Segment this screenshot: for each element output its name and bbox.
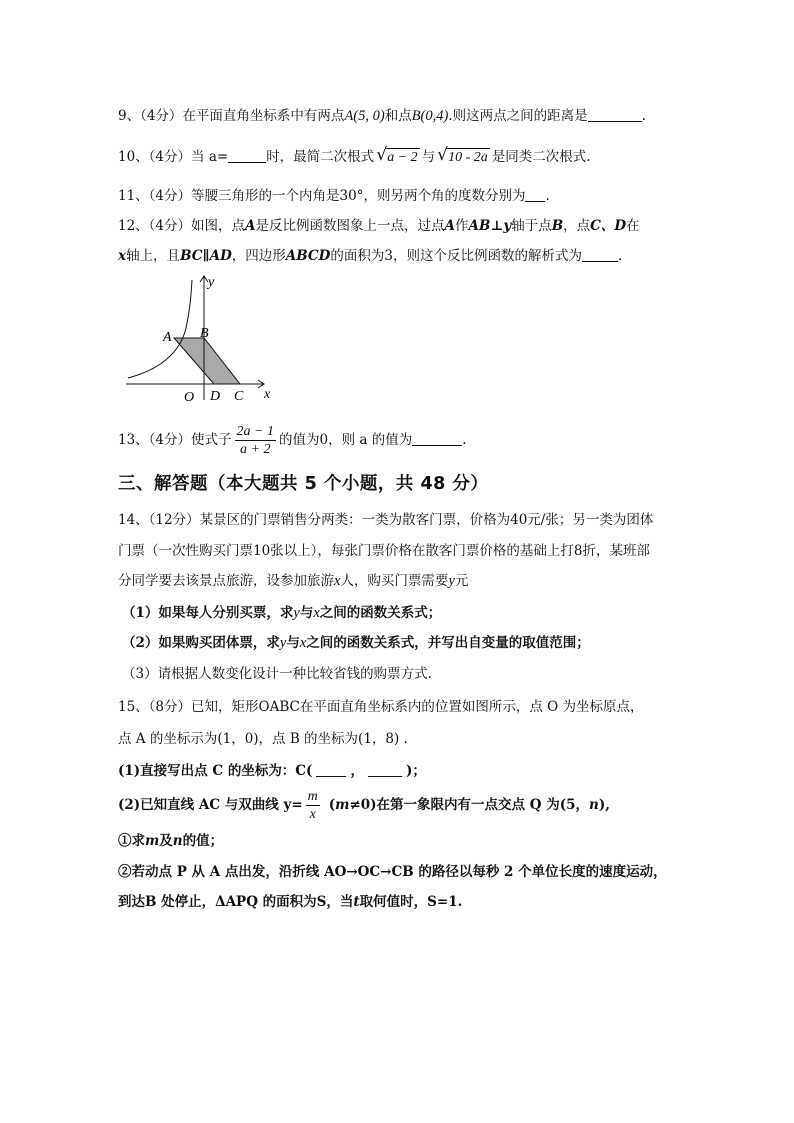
q14-subquestion-1 xyxy=(122,603,441,623)
q9-text: 在平面直角坐标系中有两点 xyxy=(182,108,345,124)
q12-var-a-2: A xyxy=(444,218,455,234)
q14-number: 14、（12分） xyxy=(118,512,200,528)
question-13 xyxy=(118,421,467,459)
q9-period: . xyxy=(641,108,646,124)
q15-c1-text-3: 的值； xyxy=(182,833,224,849)
q14-var-y: y xyxy=(448,573,455,589)
q14-s2-text: （2）如果购买团体票，求 xyxy=(122,635,280,651)
question-14-line-1 xyxy=(118,510,653,530)
q15-var-n: n xyxy=(589,797,599,813)
q15-frac-num: m xyxy=(307,789,318,804)
q12-var-b: B xyxy=(551,218,564,234)
q12-var-x: x xyxy=(118,248,127,264)
q15-var-t: t xyxy=(353,894,360,910)
q15-p2-text-2: ≠0)在第一象限内有一点交点 Q 为(5， xyxy=(349,797,590,813)
label-x: x xyxy=(264,387,271,402)
section-3-heading: 三、解答题（本大题共 5 个小题，共 48 分） xyxy=(118,474,489,494)
q11-answer-blank[interactable] xyxy=(525,187,545,202)
q15-sub-1 xyxy=(118,831,223,851)
question-14-line-3 xyxy=(118,571,468,591)
q12-text-3: 作 xyxy=(455,218,469,234)
q14-s1-var-x: x xyxy=(313,605,320,621)
q12-quad: ABCD xyxy=(285,248,331,264)
q15-var-m: m xyxy=(335,797,350,813)
q13-answer-blank[interactable] xyxy=(412,431,462,446)
q12-text-9: 的面积为3，则这个反比例函数的解析式为 xyxy=(330,248,582,264)
q12-text-4: 轴于点 xyxy=(511,218,552,234)
q14-s1-var-y: y xyxy=(293,605,300,621)
q15-c3-text-2: 取何值时，S=1. xyxy=(359,894,463,910)
q14-s1-text-2: 与 xyxy=(299,605,314,621)
q10-radicand-1: a − 2 xyxy=(387,150,418,165)
q15-c3-text: 到达B 处停止，ΔAPQ 的面积为S，当 xyxy=(118,894,354,910)
q13-numerator: 2a − 1 xyxy=(236,424,274,439)
q15-fraction xyxy=(306,788,320,823)
q14-text-1: 某景区的门票销售分两类：一类为散客门票，价格为40元/张；另一类为团体 xyxy=(199,512,654,528)
question-14-line-2: 门票（一次性购买门票10张以上），每张门票价格在散客门票价格的基础上打8折，某班部 xyxy=(118,543,651,559)
q9-answer-blank[interactable] xyxy=(588,107,642,122)
q12-var-cd: C、D xyxy=(590,218,627,234)
q14-text-3a: 分同学要去该景点旅游，设参加旅游 xyxy=(118,573,334,589)
q9-number: 9、（4分） xyxy=(118,108,183,124)
label-y: y xyxy=(208,275,215,290)
label-b: B xyxy=(200,326,209,341)
q14-text-3b: 人，购买门票需要 xyxy=(340,573,449,589)
q14-subquestion-3: （3）请根据人数变化设计一种比较省钱的购票方式. xyxy=(122,666,432,682)
q13-denominator: a + 2 xyxy=(240,442,271,457)
question-10 xyxy=(118,147,591,167)
label-a: A xyxy=(163,330,172,345)
label-c: C xyxy=(234,389,244,404)
q15-c1-var-m: m xyxy=(145,833,160,849)
q15-c-y-blank[interactable] xyxy=(368,762,402,777)
q12-text-5: ，点 xyxy=(563,218,591,234)
q10-text-2: 时，最简二次根式 xyxy=(266,149,375,165)
q10-radical-1: √ a − 2 xyxy=(376,145,418,165)
q12-answer-blank[interactable] xyxy=(582,247,618,262)
q14-text-3c: 元 xyxy=(454,573,469,589)
q15-c-x-blank[interactable] xyxy=(316,762,346,777)
question-12-line-2 xyxy=(118,246,622,266)
q12-text-2: 是反比例函数图象上一点，过点 xyxy=(255,218,445,234)
q10-answer-blank[interactable] xyxy=(228,148,266,163)
q13-fraction xyxy=(235,423,276,458)
q9-text-3: .则这两点之间的距离是 xyxy=(448,108,588,124)
q9-point-b: B(0,4) xyxy=(411,108,449,124)
q15-part-2 xyxy=(118,786,610,824)
q12-period: . xyxy=(617,248,623,264)
q15-p1-text: (1)直接写出点 C 的坐标为：C( xyxy=(118,763,313,779)
q12-text: 如图，点 xyxy=(191,218,246,234)
q15-sub-2: ②若动点 P 从 A 点出发，沿折线 AO→OC→CB 的路径以每秒 2 个单位长度的速度运动， xyxy=(118,864,667,880)
q10-radicand-2: 10 - 2a xyxy=(448,150,488,165)
q15-c1-text-2: 及 xyxy=(159,833,173,849)
q15-c1-var-n: n xyxy=(172,833,183,849)
q14-s2-text-3: 之间的函数关系式，并写出自变量的取值范围； xyxy=(306,635,590,651)
q9-point-a: A(5, 0) xyxy=(344,108,385,124)
q11-period: . xyxy=(545,188,550,204)
q15-p2-text: (2)已知直线 AC 与双曲线 y= xyxy=(118,797,303,813)
q12-figure xyxy=(118,270,278,405)
q12-parallel: BC∥AD xyxy=(180,248,232,264)
q10-text-4: 是同类二次根式. xyxy=(491,149,591,165)
quadrilateral-abcd xyxy=(174,338,240,384)
q13-text: 使式子 xyxy=(191,432,232,448)
q15-p2-paren: ( xyxy=(328,797,336,813)
q10-radical-2: √ 10 - 2a xyxy=(437,145,488,165)
q13-number: 13、（4分） xyxy=(118,432,192,448)
q15-c1-text: ①求 xyxy=(118,833,145,849)
question-12-line-1 xyxy=(118,216,640,236)
q12-var-a: A xyxy=(245,218,256,234)
q14-s1-text: （1）如果每人分别买票，求 xyxy=(122,605,294,621)
q13-text-2: 的值为0，则 a 的值为 xyxy=(278,432,413,448)
q15-p1-close: )； xyxy=(405,763,426,779)
label-o: O xyxy=(184,390,195,405)
q14-s2-text-2: 与 xyxy=(286,635,300,651)
label-d: D xyxy=(210,389,221,404)
q12-text-8: ，四边形 xyxy=(231,248,286,264)
q12-number: 12、（4分） xyxy=(118,218,192,234)
q13-period: . xyxy=(462,432,467,448)
q9-text-2: 和点 xyxy=(384,108,412,124)
q12-text-7: 轴上，且 xyxy=(126,248,181,264)
q15-text-1: 已知，矩形OABC在平面直角坐标系内的位置如图所示，点 O 为坐标原点， xyxy=(191,699,644,715)
q12-text-6: 在 xyxy=(626,218,640,234)
question-15-line-1 xyxy=(118,697,644,717)
q14-s1-text-3: 之间的函数关系式； xyxy=(319,605,442,621)
q15-sub-2-cont xyxy=(118,892,462,912)
q15-p1-comma: ， xyxy=(350,763,364,779)
q12-ab-perp: AB⊥y xyxy=(468,218,512,234)
q10-text-3: 与 xyxy=(421,149,436,165)
q14-var-x: x xyxy=(334,573,341,589)
q11-text: 等腰三角形的一个内角是30°，则另两个角的度数分别为 xyxy=(191,188,526,204)
question-9 xyxy=(118,106,646,126)
q14-subquestion-2 xyxy=(122,633,590,653)
q10-text: 当 a= xyxy=(191,149,229,165)
q15-number: 15、（8分） xyxy=(118,699,192,715)
q14-s2-var-x: x xyxy=(299,635,307,651)
q11-number: 11、（4分） xyxy=(118,188,192,204)
question-11 xyxy=(118,186,550,206)
q10-number: 10、（4分） xyxy=(118,149,192,165)
hyperbola-curve xyxy=(128,280,192,378)
q15-part-1 xyxy=(118,761,426,781)
q15-frac-den: x xyxy=(309,807,316,822)
q14-s2-var-y: y xyxy=(279,635,287,651)
question-15-line-2: 点 A 的坐标示为(1，0)，点 B 的坐标为(1，8) . xyxy=(118,731,408,747)
q15-p2-close: ), xyxy=(598,797,610,813)
